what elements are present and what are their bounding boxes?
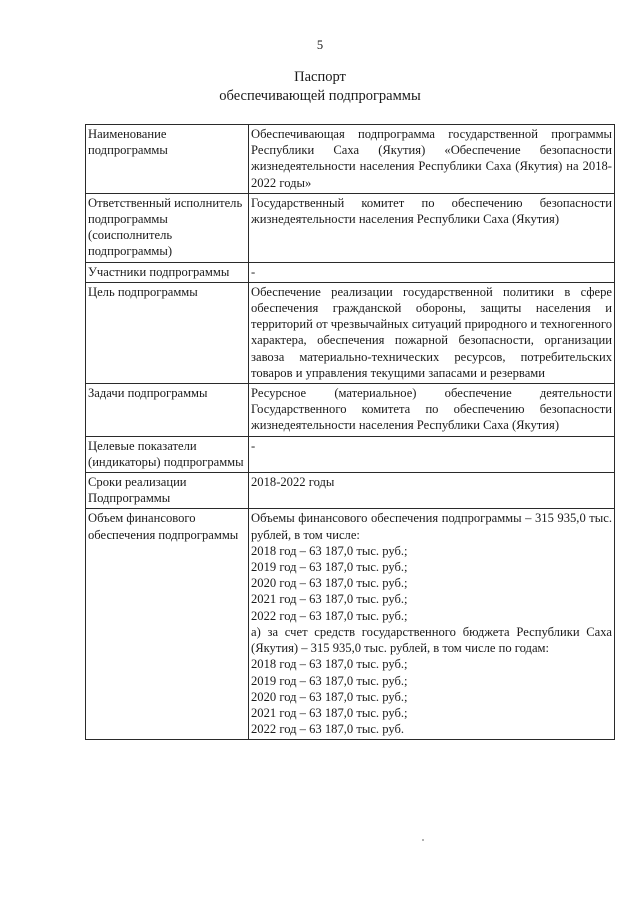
budget-year-line: 2018 год – 63 187,0 тыс. руб.;: [251, 657, 408, 672]
row-goal: [86, 282, 615, 383]
funding-intro: Объемы финансового обеспечения подпрограммы – 315 935,0 тыс. рублей, в том числе:: [251, 511, 612, 542]
row-value: Государственный комитет по обеспечению безопасности жизнедеятельности населения Республики Саха (Якутия): [249, 193, 615, 262]
row-value: Ресурсное (материальное) обеспечение деятельности Государственного комитета по обеспечению безопасности жизнедеятельности населения Республики Саха (Якутия): [249, 384, 615, 437]
row-label: Цель подпрограммы: [86, 282, 249, 383]
funding-year-line: 2020 год – 63 187,0 тыс. руб.;: [251, 576, 408, 591]
row-label: Целевые показатели (индикаторы) подпрограммы: [86, 436, 249, 472]
page-number: 5: [316, 38, 324, 52]
passport-table: [85, 124, 615, 740]
budget-year-line: 2020 год – 63 187,0 тыс. руб.;: [251, 689, 408, 704]
row-value: -: [249, 436, 615, 472]
funding-year-line: 2022 год – 63 187,0 тыс. руб.;: [251, 608, 408, 623]
row-label: Задачи подпрограммы: [86, 384, 249, 437]
row-value: 2018-2022 годы: [249, 473, 615, 509]
budget-intro: а) за счет средств государственного бюджета Республики Саха (Якутия) – 315 935,0 тыс. рублей, в том числе по годам:: [251, 624, 612, 656]
row-value: Обеспечение реализации государственной политики в сфере обеспечения гражданской обороны, защиты населения и территорий от чрезвычайных ситуаций природного и техногенного характера, обеспечения пожарной безопасности, организации завоза материально-технических ресурсов, потребительских товаров и управления текущими запасами и резервами: [249, 282, 615, 383]
budget-year-line: 2022 год – 63 187,0 тыс. руб.: [251, 722, 405, 737]
row-responsible-executor: [86, 193, 615, 262]
row-tasks: [86, 384, 615, 437]
scan-speck: [422, 839, 424, 841]
budget-year-line: 2021 год – 63 187,0 тыс. руб.;: [251, 705, 408, 720]
row-value: [249, 509, 615, 740]
budget-year-line: 2019 год – 63 187,0 тыс. руб.;: [251, 673, 408, 688]
row-label: Наименование подпрограммы: [86, 125, 249, 194]
row-value: -: [249, 262, 615, 282]
funding-year-line: 2021 год – 63 187,0 тыс. руб.;: [251, 592, 408, 607]
row-value: Обеспечивающая подпрограмма государственной программы Республики Саха (Якутия) «Обеспечение безопасности жизнедеятельности населения Республики Саха (Якутия) на 2018-2022 годы»: [249, 125, 615, 194]
row-timeframe: [86, 473, 615, 509]
title-line-2: обеспечивающей подпрограммы: [219, 88, 421, 104]
funding-year-line: 2019 год – 63 187,0 тыс. руб.;: [251, 560, 408, 575]
row-label: Ответственный исполнитель подпрограммы (соисполнитель подпрограммы): [86, 193, 249, 262]
row-label: Участники подпрограммы: [86, 262, 249, 282]
funding-year-line: 2018 год – 63 187,0 тыс. руб.;: [251, 543, 408, 558]
row-label: Объем финансового обеспечения подпрограммы: [86, 509, 249, 740]
row-participants: [86, 262, 615, 282]
page-title: [0, 68, 640, 106]
row-label: Сроки реализации Подпрограммы: [86, 473, 249, 509]
title-line-1: Паспорт: [294, 69, 346, 85]
row-funding: [86, 509, 615, 740]
row-target-indicators: [86, 436, 615, 472]
row-subprogram-name: [86, 125, 615, 194]
